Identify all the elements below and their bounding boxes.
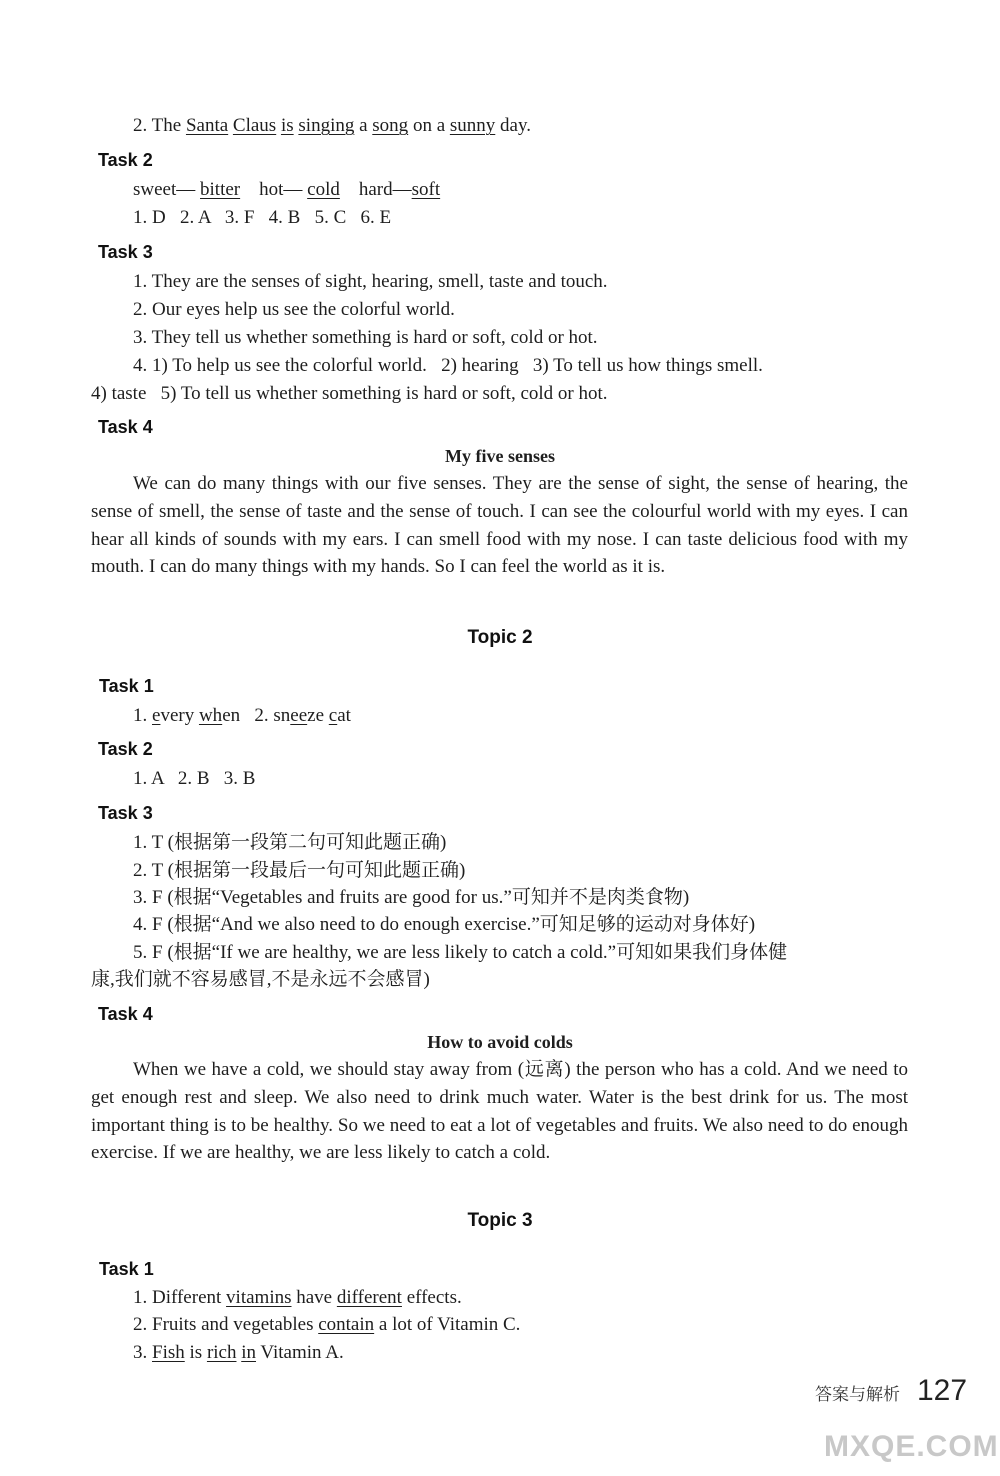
underlined-word: Santa bbox=[185, 115, 229, 136]
underlined-letter: ee bbox=[290, 705, 308, 726]
antonym-pairs: sweet— bitter hot— cold hard—soft bbox=[133, 179, 441, 200]
answer-line: 5. F (根据“If we are healthy, we are less likely to catch a cold.”可知如果我们身体健 bbox=[133, 942, 788, 963]
footer-label: 答案与解析 bbox=[815, 1385, 900, 1404]
underlined-word: Fish bbox=[152, 1342, 185, 1363]
underlined-word: sunny bbox=[449, 115, 496, 136]
underlined-letter: wh bbox=[198, 705, 223, 726]
answer-line: 3. F (根据“Vegetables and fruits are good for us.”可知并不是肉类食物) bbox=[133, 887, 690, 908]
answer-line: 1. Different vitamins have different effects. bbox=[133, 1287, 462, 1308]
task-heading: Task 3 bbox=[98, 242, 153, 262]
task-heading: Task 2 bbox=[98, 739, 153, 759]
answer-line: 1. A 2. B 3. B bbox=[133, 768, 256, 789]
answer-line: 2. Fruits and vegetables contain a lot of Vitamin C. bbox=[133, 1314, 521, 1335]
answer-line: 1. They are the senses of sight, hearing, smell, taste and touch. bbox=[133, 271, 608, 292]
underlined-word: vitamins bbox=[226, 1287, 292, 1308]
topic-heading: Topic 2 bbox=[467, 627, 533, 648]
underlined-word: bitter bbox=[200, 179, 241, 200]
underlined-word: is bbox=[280, 115, 294, 136]
task-heading: Task 3 bbox=[98, 803, 153, 823]
watermark: MXQE.COM bbox=[824, 1430, 999, 1463]
task-heading: Task 1 bbox=[99, 676, 154, 696]
answer-line: 1. T (根据第一段第二句可知此题正确) bbox=[133, 832, 447, 853]
answer-line: 2. T (根据第一段最后一句可知此题正确) bbox=[133, 860, 466, 881]
task-heading: Task 1 bbox=[99, 1259, 154, 1279]
answer-line: 3. Fish is rich in Vitamin A. bbox=[133, 1342, 344, 1363]
underlined-word: song bbox=[372, 115, 409, 136]
underlined-letter: e bbox=[152, 705, 161, 726]
task-heading: Task 4 bbox=[98, 1004, 153, 1024]
answer-line: 1. D 2. A 3. F 4. B 5. C 6. E bbox=[133, 207, 392, 228]
page-number: 127 bbox=[917, 1374, 968, 1407]
task-heading: Task 4 bbox=[98, 417, 153, 437]
underlined-word: soft bbox=[411, 179, 441, 200]
answer-line: 2. The Santa Claus is singing a song on a sunny day. bbox=[133, 115, 531, 136]
essay-body: When we have a cold, we should stay away from (远离) the person who has a cold. And we need to get enough rest and sleep. We also need to drink much water. Water is the best drink for us. The most important thing is to be healthy. So we need to eat a lot of vegetables and fruits. We also need to do enough exercise. If we are healthy, we are less likely to catch a cold. bbox=[91, 1059, 908, 1164]
answer-line: 1. every when 2. sneeze cat bbox=[133, 705, 351, 726]
essay-body: We can do many things with our five senses. They are the sense of sight, the sense of hearing, the sense of smell, the sense of taste and the sense of touch. I can see the colourful world with my eyes. I can hear all kinds of sounds with my ears. I can smell food with my nose. I can taste delicious food with my mouth. I can do many things with my hands. So I can feel the world as it is. bbox=[91, 473, 908, 578]
underlined-word: cold bbox=[307, 179, 340, 200]
underlined-word: singing bbox=[298, 115, 355, 136]
underlined-letter: c bbox=[328, 705, 338, 726]
underlined-word: in bbox=[241, 1342, 257, 1363]
topic-heading: Topic 3 bbox=[467, 1210, 533, 1231]
answer-line: 康,我们就不容易感冒,不是永远不会感冒) bbox=[91, 969, 430, 990]
answer-line: 4) taste 5) To tell us whether something is hard or soft, cold or hot. bbox=[91, 383, 608, 404]
answer-line: 4. F (根据“And we also need to do enough exercise.”可知足够的运动对身体好) bbox=[133, 914, 756, 935]
underlined-word: different bbox=[336, 1287, 402, 1308]
essay-title: My five senses bbox=[445, 446, 555, 466]
task-heading: Task 2 bbox=[98, 150, 153, 170]
underlined-word: rich bbox=[206, 1342, 237, 1363]
underlined-word: Claus bbox=[232, 115, 277, 136]
answer-line: 4. 1) To help us see the colorful world. 2) hearing 3) To tell us how things smell. bbox=[133, 355, 763, 376]
answer-line: 3. They tell us whether something is hard or soft, cold or hot. bbox=[133, 327, 598, 348]
underlined-word: contain bbox=[318, 1314, 375, 1335]
essay-title: How to avoid colds bbox=[427, 1032, 573, 1052]
answer-line: 2. Our eyes help us see the colorful world. bbox=[133, 299, 455, 320]
